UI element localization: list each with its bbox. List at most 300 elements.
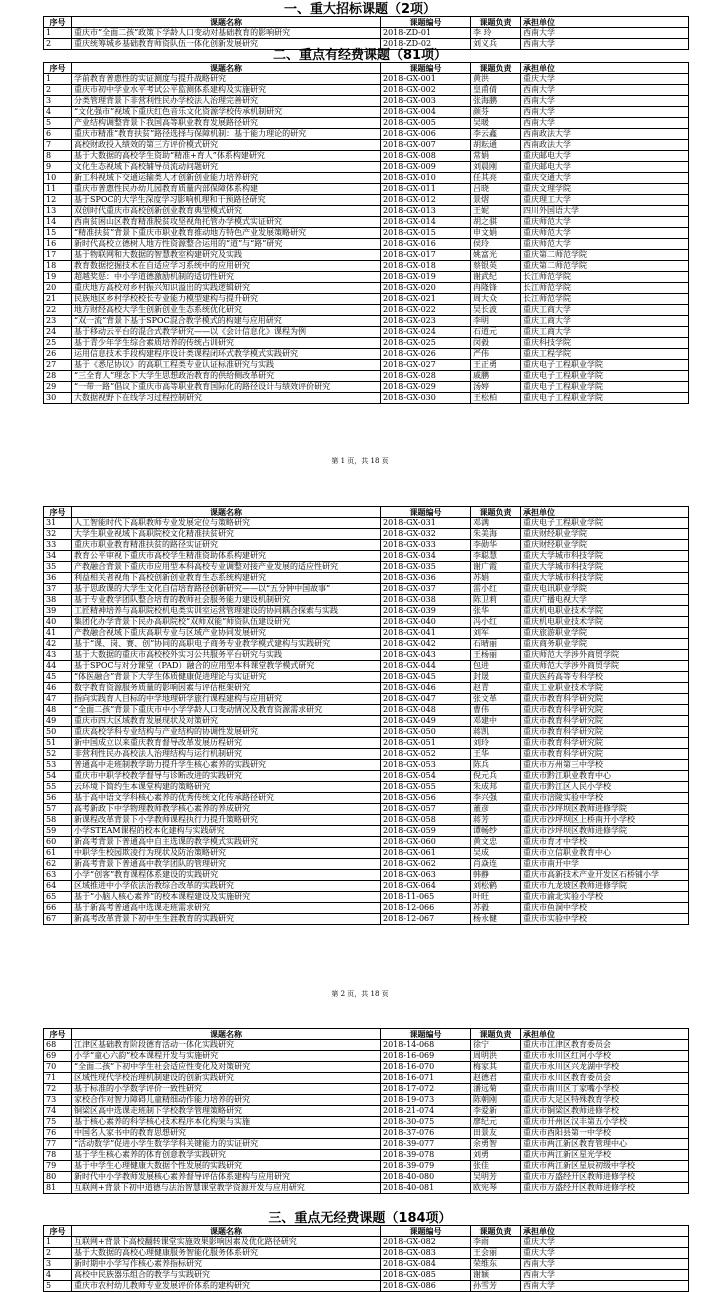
column-header-name: 课题名称	[72, 63, 381, 74]
cell-name: 分类管理背景下非营利性民办学校法人治理完善研究	[72, 96, 381, 107]
cell-no: 20	[44, 283, 72, 294]
cell-code: 2018-GX-035	[381, 562, 471, 573]
cell-no: 33	[44, 540, 72, 551]
cell-resp: 邓建中	[471, 716, 521, 727]
table-row	[44, 74, 689, 85]
cell-code: 2018-GX-019	[381, 272, 471, 283]
cell-no: 53	[44, 760, 72, 771]
cell-resp: 汤婷	[471, 382, 521, 393]
cell-name: “全面二孩”背景下重庆市中小学学龄人口变动情况及教育资源需求研究	[72, 705, 381, 716]
cell-code: 2018-GX-064	[381, 881, 471, 892]
cell-no: 35	[44, 562, 72, 573]
cell-unit: 重庆工业职业技术学院	[521, 683, 689, 694]
cell-no: 76	[44, 1128, 72, 1139]
cell-resp: 陈兵	[471, 760, 521, 771]
table-row	[44, 628, 689, 639]
cell-name: 重庆市初中学业水平考试公平监测体系建构及实施研究	[72, 85, 381, 96]
table-row	[44, 1150, 689, 1161]
table-row	[44, 1095, 689, 1106]
cell-resp: 李云鑫	[471, 129, 521, 140]
column-header-no: 序号	[44, 507, 72, 518]
cell-no: 79	[44, 1161, 72, 1172]
cell-resp: 徐宁	[471, 1040, 521, 1051]
table-row	[44, 1161, 689, 1172]
cell-resp: 封晟	[471, 672, 521, 683]
column-header-no: 序号	[44, 1226, 72, 1237]
cell-name: 基于新高考普通高中选课走班需求研究	[72, 903, 381, 914]
table-row	[44, 305, 689, 316]
table-row	[44, 107, 689, 118]
cell-resp: 刘松鹤	[471, 881, 521, 892]
cell-no: 1	[44, 28, 72, 39]
cell-name: 家校合作对智力障碍儿童精细动作能力培养的研究	[72, 1095, 381, 1106]
cell-unit: 西南大学	[521, 1259, 689, 1270]
cell-code: 2018-39-078	[381, 1150, 471, 1161]
cell-code: 2018-GX-041	[381, 628, 471, 639]
table-row	[44, 118, 689, 129]
cell-resp: 廖纪元	[471, 1117, 521, 1128]
cell-code: 2018-GX-049	[381, 716, 471, 727]
cell-unit: 西南大学	[521, 39, 689, 50]
cell-no: 59	[44, 826, 72, 837]
cell-unit: 重庆工商大学	[521, 327, 689, 338]
table-row	[44, 261, 689, 272]
cell-no: 57	[44, 804, 72, 815]
cell-code: 2018-GX-045	[381, 672, 471, 683]
cell-resp: 包进	[471, 661, 521, 672]
table-row	[44, 870, 689, 881]
cell-code: 2018-GX-003	[381, 96, 471, 107]
cell-name: 中国名人家书中的教育思想研究	[72, 1128, 381, 1139]
cell-code: 2018-GX-013	[381, 206, 471, 217]
cell-name: 新高考背景下普通高中教学团队的管理研究	[72, 859, 381, 870]
cell-unit: 重庆商务职业学院	[521, 639, 689, 650]
cell-unit: 长江师范学院	[521, 272, 689, 283]
cell-code: 2018-GX-057	[381, 804, 471, 815]
cell-name: 数字教育资源服务质量的影响因素与评估框架研究	[72, 683, 381, 694]
cell-resp: 曹伟	[471, 705, 521, 716]
cell-unit: 重庆电子工程职业学院	[521, 360, 689, 371]
cell-code: 2018-19-073	[381, 1095, 471, 1106]
cell-resp: 蔡银英	[471, 261, 521, 272]
cell-resp: 闵毅	[471, 338, 521, 349]
cell-resp: 朱成邦	[471, 782, 521, 793]
cell-resp: 谢广霞	[471, 562, 521, 573]
cell-unit: 长江师范学院	[521, 294, 689, 305]
cell-name: 新时期中小学写作核心素养指标研究	[72, 1259, 381, 1270]
cell-no: 5	[44, 1281, 72, 1292]
cell-name: 基于“小脑人核心素养”的校本课程建设及实施研究	[72, 892, 381, 903]
cell-name: 基于大数据的重庆市高校校外实习公共服务平台研究与实践	[72, 650, 381, 661]
cell-name: 小学“创客”教育课程体系建设的实践研究	[72, 870, 381, 881]
table-row	[44, 1139, 689, 1150]
table-row	[44, 140, 689, 151]
cell-unit: 重庆第二师范学院	[521, 250, 689, 261]
table-row	[44, 360, 689, 371]
cell-code: 2018-ZD-02	[381, 39, 471, 50]
cell-code: 2018-GX-012	[381, 195, 471, 206]
cell-no: 74	[44, 1106, 72, 1117]
cell-resp: 谢武纪	[471, 272, 521, 283]
cell-name: 地方财经高校大学生创新创业生态系统优化研究	[72, 305, 381, 316]
table-header-row	[44, 17, 689, 28]
table-row	[44, 584, 689, 595]
cell-unit: 重庆市大足区特殊教育学校	[521, 1095, 689, 1106]
cell-unit: 重庆市涪陵实验中学校	[521, 793, 689, 804]
cell-name: 重庆市四大区域教育发展现状及对策研究	[72, 716, 381, 727]
cell-resp: 任其亮	[471, 173, 521, 184]
cell-code: 2018-GX-026	[381, 349, 471, 360]
table-row	[44, 283, 689, 294]
cell-name: 重庆统筹城乡基础教育师资队伍一体化创新发展研究	[72, 39, 381, 50]
table-row	[44, 316, 689, 327]
cell-code: 2018-GX-083	[381, 1248, 471, 1259]
table-row	[44, 1106, 689, 1117]
cell-resp: 潘远菊	[471, 1084, 521, 1095]
cell-no: 46	[44, 683, 72, 694]
cell-resp: 黄文忠	[471, 837, 521, 848]
cell-name: 新中国成立以来重庆教育督导改革发展历程研究	[72, 738, 381, 749]
cell-unit: 重庆市万州第三中学校	[521, 760, 689, 771]
cell-resp: 石晴丽	[471, 639, 521, 650]
cell-resp: 张佳	[471, 1161, 521, 1172]
cell-code: 2018-GX-055	[381, 782, 471, 793]
cell-unit: 重庆旅游职业学院	[521, 628, 689, 639]
cell-unit: 重庆医药高等专科学校	[521, 672, 689, 683]
cell-name: 基于《悉尼协议》的高职工程类专业认证标准研究与实践	[72, 360, 381, 371]
cell-unit: 重庆市酉阳县第一中学校	[521, 1128, 689, 1139]
cell-code: 2018-12-067	[381, 914, 471, 925]
table-row	[44, 848, 689, 859]
cell-code: 2018-GX-016	[381, 239, 471, 250]
cell-code: 2018-GX-046	[381, 683, 471, 694]
cell-resp: 张文革	[471, 694, 521, 705]
cell-no: 36	[44, 573, 72, 584]
cell-name: 教育数据挖掘技术在自适应学习系统中的应用研究	[72, 261, 381, 272]
cell-unit: 重庆大学城市科技学院	[521, 573, 689, 584]
cell-no: 30	[44, 393, 72, 404]
cell-unit: 重庆市教育科学研究院	[521, 727, 689, 738]
cell-unit: 长江师范学院	[521, 283, 689, 294]
cell-name: 新时代高校立德树人地方性资源整合运用的“道”与“路”研究	[72, 239, 381, 250]
cell-unit: 重庆市两江新区星辰初级中学校	[521, 1161, 689, 1172]
column-header-code: 课题编号	[381, 17, 471, 28]
cell-code: 2018-GX-053	[381, 760, 471, 771]
table-row	[44, 151, 689, 162]
cell-unit: 重庆机电职业技术学院	[521, 606, 689, 617]
cell-resp: 侯玲	[471, 239, 521, 250]
table-row	[44, 551, 689, 562]
cell-unit: 重庆科技学院	[521, 338, 689, 349]
cell-name: 基于标准的小学数学评价一致性研究	[72, 1084, 381, 1095]
cell-no: 28	[44, 371, 72, 382]
cell-unit: 重庆市教育科学研究院	[521, 705, 689, 716]
column-header-code: 课题编号	[381, 1029, 471, 1040]
column-header-resp: 课题负责	[471, 63, 521, 74]
cell-resp: 肖焱连	[471, 859, 521, 870]
cell-no: 50	[44, 727, 72, 738]
cell-no: 81	[44, 1183, 72, 1194]
table-row	[44, 272, 689, 283]
cell-code: 2018-GX-014	[381, 217, 471, 228]
page-1-footer: 第 1 页，共 18 页	[331, 457, 389, 465]
cell-code: 2018-GX-054	[381, 771, 471, 782]
cell-code: 2018-GX-001	[381, 74, 471, 85]
cell-code: 2018-GX-032	[381, 529, 471, 540]
cell-code: 2018-GX-058	[381, 815, 471, 826]
cell-name: 基于思政课的大学生文化自信培育路径创新研究——以“五分钟中国故事”	[72, 584, 381, 595]
cell-code: 2018-17-072	[381, 1084, 471, 1095]
cell-unit: 西南政法大学	[521, 129, 689, 140]
cell-unit: 重庆市沙坪坝区教师进修学院	[521, 804, 689, 815]
cell-unit: 重庆市江津区教育委员会	[521, 1040, 689, 1051]
table-row	[44, 727, 689, 738]
cell-resp: 申文娟	[471, 228, 521, 239]
cell-name: 基于核心素养的科学核心技术程序本化构架与实施	[72, 1117, 381, 1128]
cell-unit: 重庆文理学院	[521, 184, 689, 195]
cell-unit: 重庆市永川区红河小学校	[521, 1051, 689, 1062]
cell-code: 2018-GX-027	[381, 360, 471, 371]
cell-unit: 重庆市渝北实验小学校	[521, 892, 689, 903]
cell-code: 2018-GX-030	[381, 393, 471, 404]
cell-name: 重庆市“全面二孩”政策下学龄人口变动对基础教育的影响研究	[72, 28, 381, 39]
cell-name: 重庆市普惠性民办幼儿园教育质量内部保障体系构建	[72, 184, 381, 195]
cell-code: 2018-GX-006	[381, 129, 471, 140]
cell-code: 2018-GX-018	[381, 261, 471, 272]
cell-resp: 倪元兵	[471, 771, 521, 782]
table-row	[44, 206, 689, 217]
cell-unit: 重庆电子工程职业学院	[521, 518, 689, 529]
cell-name: 产教融合背景下重庆市应用型本科高校专业调整对接产业发展的适应性研究	[72, 562, 381, 573]
cell-name: 基于专业教学团队整合培育的教师社会服务能力建设机制研究	[72, 595, 381, 606]
cell-name: 重庆高校学科专业结构与产业结构的协调性发展研究	[72, 727, 381, 738]
cell-no: 42	[44, 639, 72, 650]
table-row	[44, 881, 689, 892]
table-row	[44, 683, 689, 694]
cell-name: 指向实践育人目标的中学地理研学旅行课程建构与应用研究	[72, 694, 381, 705]
cell-resp: 张海鹏	[471, 96, 521, 107]
cell-unit: 重庆市沙坪坝区上桥南开小学校	[521, 815, 689, 826]
cell-unit: 重庆市黔江区人民小学校	[521, 782, 689, 793]
table-row	[44, 1237, 689, 1248]
cell-no: 12	[44, 195, 72, 206]
cell-resp: 刘勇	[471, 1150, 521, 1161]
table-row	[44, 1062, 689, 1073]
cell-code: 2018-GX-036	[381, 573, 471, 584]
cell-name: “文化强市”视域下重庆红色音乐文化资源学校传承机制研究	[72, 107, 381, 118]
cell-resp: 蒋凯	[471, 727, 521, 738]
cell-unit: 重庆财经职业学院	[521, 540, 689, 551]
cell-no: 66	[44, 903, 72, 914]
cell-unit: 西南大学	[521, 1281, 689, 1292]
cell-name: 中职学生校园欺凌行为现状及防治策略研究	[72, 848, 381, 859]
cell-resp: 荣维东	[471, 1259, 521, 1270]
cell-no: 23	[44, 316, 72, 327]
table-row	[44, 195, 689, 206]
cell-code: 2018-GX-024	[381, 327, 471, 338]
table-row	[44, 382, 689, 393]
cell-unit: 重庆市铜梁区教师进修学校	[521, 1106, 689, 1117]
cell-resp: 胡耘通	[471, 140, 521, 151]
cell-resp: 王松柏	[471, 393, 521, 404]
cell-unit: 重庆大学	[521, 74, 689, 85]
cell-name: 超越奖惩：中小学道德激励机制的适切性研究	[72, 272, 381, 283]
cell-unit: 重庆第二师范学院	[521, 261, 689, 272]
cell-no: 29	[44, 382, 72, 393]
cell-code: 2018-GX-004	[381, 107, 471, 118]
cell-code: 2018-GX-017	[381, 250, 471, 261]
cell-name: 区域推进中小学依法治教综合改革的实践研究	[72, 881, 381, 892]
cell-code: 2018-GX-044	[381, 661, 471, 672]
cell-resp: 王会丽	[471, 1248, 521, 1259]
cell-unit: 重庆大学城市科技学院	[521, 551, 689, 562]
cell-code: 2018-GX-039	[381, 606, 471, 617]
cell-no: 63	[44, 870, 72, 881]
cell-name: 基于“课、岗、赛、创”协同的高职电子商务专业教学模式建构与实践研究	[72, 639, 381, 650]
cell-no: 40	[44, 617, 72, 628]
cell-resp: 姚富光	[471, 250, 521, 261]
column-header-unit: 承担单位	[521, 63, 689, 74]
section-1-table	[43, 16, 689, 50]
cell-no: 41	[44, 628, 72, 639]
cell-unit: 重庆电讯职业学院	[521, 584, 689, 595]
column-header-no: 序号	[44, 1029, 72, 1040]
column-header-resp: 课题负责	[471, 17, 521, 28]
cell-name: 基于学生核心素养的体育创意教学实践研究	[72, 1150, 381, 1161]
cell-unit: 重庆市两江新区教育管理中心	[521, 1139, 689, 1150]
table-row	[44, 1270, 689, 1281]
cell-unit: 西南政法大学	[521, 140, 689, 151]
cell-name: 普通高中走班制教学助力提升学生核心素养的实践研究	[72, 760, 381, 771]
cell-unit: 重庆大学城市科技学院	[521, 562, 689, 573]
cell-name: 双创时代重庆市高校创新创业教育典型模式研究	[72, 206, 381, 217]
cell-unit: 重庆电子工程职业学院	[521, 382, 689, 393]
cell-unit: 重庆市永川区教育委员会	[521, 1073, 689, 1084]
table-row	[44, 393, 689, 404]
cell-code: 2018-GX-020	[381, 283, 471, 294]
column-header-code: 课题编号	[381, 1226, 471, 1237]
cell-unit: 重庆邮电大学	[521, 162, 689, 173]
column-header-resp: 课题负责	[471, 1226, 521, 1237]
cell-resp: 孙雪芳	[471, 1281, 521, 1292]
cell-code: 2018-GX-063	[381, 870, 471, 881]
cell-resp: 欧宪琴	[471, 1183, 521, 1194]
cell-unit: 重庆师范大学	[521, 217, 689, 228]
cell-no: 16	[44, 239, 72, 250]
cell-no: 80	[44, 1172, 72, 1183]
cell-no: 67	[44, 914, 72, 925]
section-2-table-page-2	[43, 506, 689, 925]
cell-name: 基于中学生心理健康大数据个性发展的实践研究	[72, 1161, 381, 1172]
table-row	[44, 1259, 689, 1270]
cell-unit: 重庆市教育科学研究院	[521, 716, 689, 727]
table-row	[44, 228, 689, 239]
cell-code: 2018-GX-025	[381, 338, 471, 349]
cell-name: 新课程改革背景下小学教师课程执行力提升策略研究	[72, 815, 381, 826]
cell-code: 2018-GX-082	[381, 1237, 471, 1248]
table-header-row	[44, 1226, 689, 1237]
cell-resp: 王妮	[471, 206, 521, 217]
cell-resp: 韩静	[471, 870, 521, 881]
cell-unit: 重庆师范大学	[521, 228, 689, 239]
cell-code: 2018-ZD-01	[381, 28, 471, 39]
table-row	[44, 294, 689, 305]
cell-resp: 梅家其	[471, 1062, 521, 1073]
cell-resp: 刘晨刚	[471, 162, 521, 173]
table-row	[44, 749, 689, 760]
cell-unit: 西南大学	[521, 28, 689, 39]
cell-name: “体医融合”背景下大学生体质健康促进理论与实证研究	[72, 672, 381, 683]
table-row	[44, 1172, 689, 1183]
table-row	[44, 639, 689, 650]
cell-name: 新高考背景下普通高中自主选课的教学模式实践研究	[72, 837, 381, 848]
cell-name: 互联网+背景下初中道德与法治智慧课堂教学资源开发与应用研究	[72, 1183, 381, 1194]
column-header-no: 序号	[44, 17, 72, 28]
cell-resp: 邓满	[471, 518, 521, 529]
cell-resp: 赵青	[471, 683, 521, 694]
cell-name: “精准扶贫”背景下重庆市职业教育推动地方特色产业发展策略研究	[72, 228, 381, 239]
cell-resp: 戚鹏	[471, 371, 521, 382]
cell-name: 铜梁区高中选课走班制下学校教学管理策略研究	[72, 1106, 381, 1117]
table-row	[44, 173, 689, 184]
section-3-title: 三、重点无经费课题（184项）	[268, 1211, 452, 1226]
cell-no: 3	[44, 96, 72, 107]
cell-no: 37	[44, 584, 72, 595]
cell-name: 新时代中小学教师发展核心素养督导评估体系建构与应用研究	[72, 1172, 381, 1183]
cell-no: 65	[44, 892, 72, 903]
cell-no: 18	[44, 261, 72, 272]
cell-resp: 吴长波	[471, 305, 521, 316]
cell-code: 2018-GX-011	[381, 184, 471, 195]
table-row	[44, 518, 689, 529]
cell-no: 26	[44, 349, 72, 360]
cell-no: 71	[44, 1073, 72, 1084]
cell-no: 47	[44, 694, 72, 705]
cell-code: 2018-39-079	[381, 1161, 471, 1172]
cell-code: 2018-GX-060	[381, 837, 471, 848]
cell-name: 新高考改革背景下初中生生涯教育的实践研究	[72, 914, 381, 925]
cell-name: 新工科视域下交通运输类人才创新创业能力培养研究	[72, 173, 381, 184]
cell-name: 基于大数据的高校学生资助“精准+育人”体系构建研究	[72, 151, 381, 162]
cell-code: 2018-40-081	[381, 1183, 471, 1194]
cell-name: 基于SPOC与对分课堂（PAD）融合的应用型本科课堂教学模式研究	[72, 661, 381, 672]
cell-unit: 重庆市教育科学研究院	[521, 738, 689, 749]
cell-no: 62	[44, 859, 72, 870]
cell-unit: 重庆师范大学涉外商贸学院	[521, 661, 689, 672]
cell-code: 2018-GX-059	[381, 826, 471, 837]
cell-resp: 冉隆锋	[471, 283, 521, 294]
cell-no: 54	[44, 771, 72, 782]
cell-code: 2018-GX-028	[381, 371, 471, 382]
table-row	[44, 349, 689, 360]
cell-resp: 董彦	[471, 804, 521, 815]
table-row	[44, 595, 689, 606]
cell-resp: 刘玲	[471, 738, 521, 749]
cell-unit: 重庆师范大学涉外商贸学院	[521, 650, 689, 661]
cell-code: 2018-GX-047	[381, 694, 471, 705]
cell-no: 10	[44, 173, 72, 184]
cell-name: 基于青少年学生综合素质培养的传统占训研究	[72, 338, 381, 349]
cell-resp: 李爱新	[471, 1106, 521, 1117]
cell-code: 2018-14-068	[381, 1040, 471, 1051]
cell-resp: 李聪慧	[471, 551, 521, 562]
column-header-resp: 课题负责	[471, 507, 521, 518]
cell-no: 3	[44, 1259, 72, 1270]
cell-name: 江津区基础教育阶段德育活动一体化实践研究	[72, 1040, 381, 1051]
cell-unit: 重庆市开州区汉丰第五小学校	[521, 1117, 689, 1128]
table-row	[44, 815, 689, 826]
cell-unit: 西南大学	[521, 96, 689, 107]
